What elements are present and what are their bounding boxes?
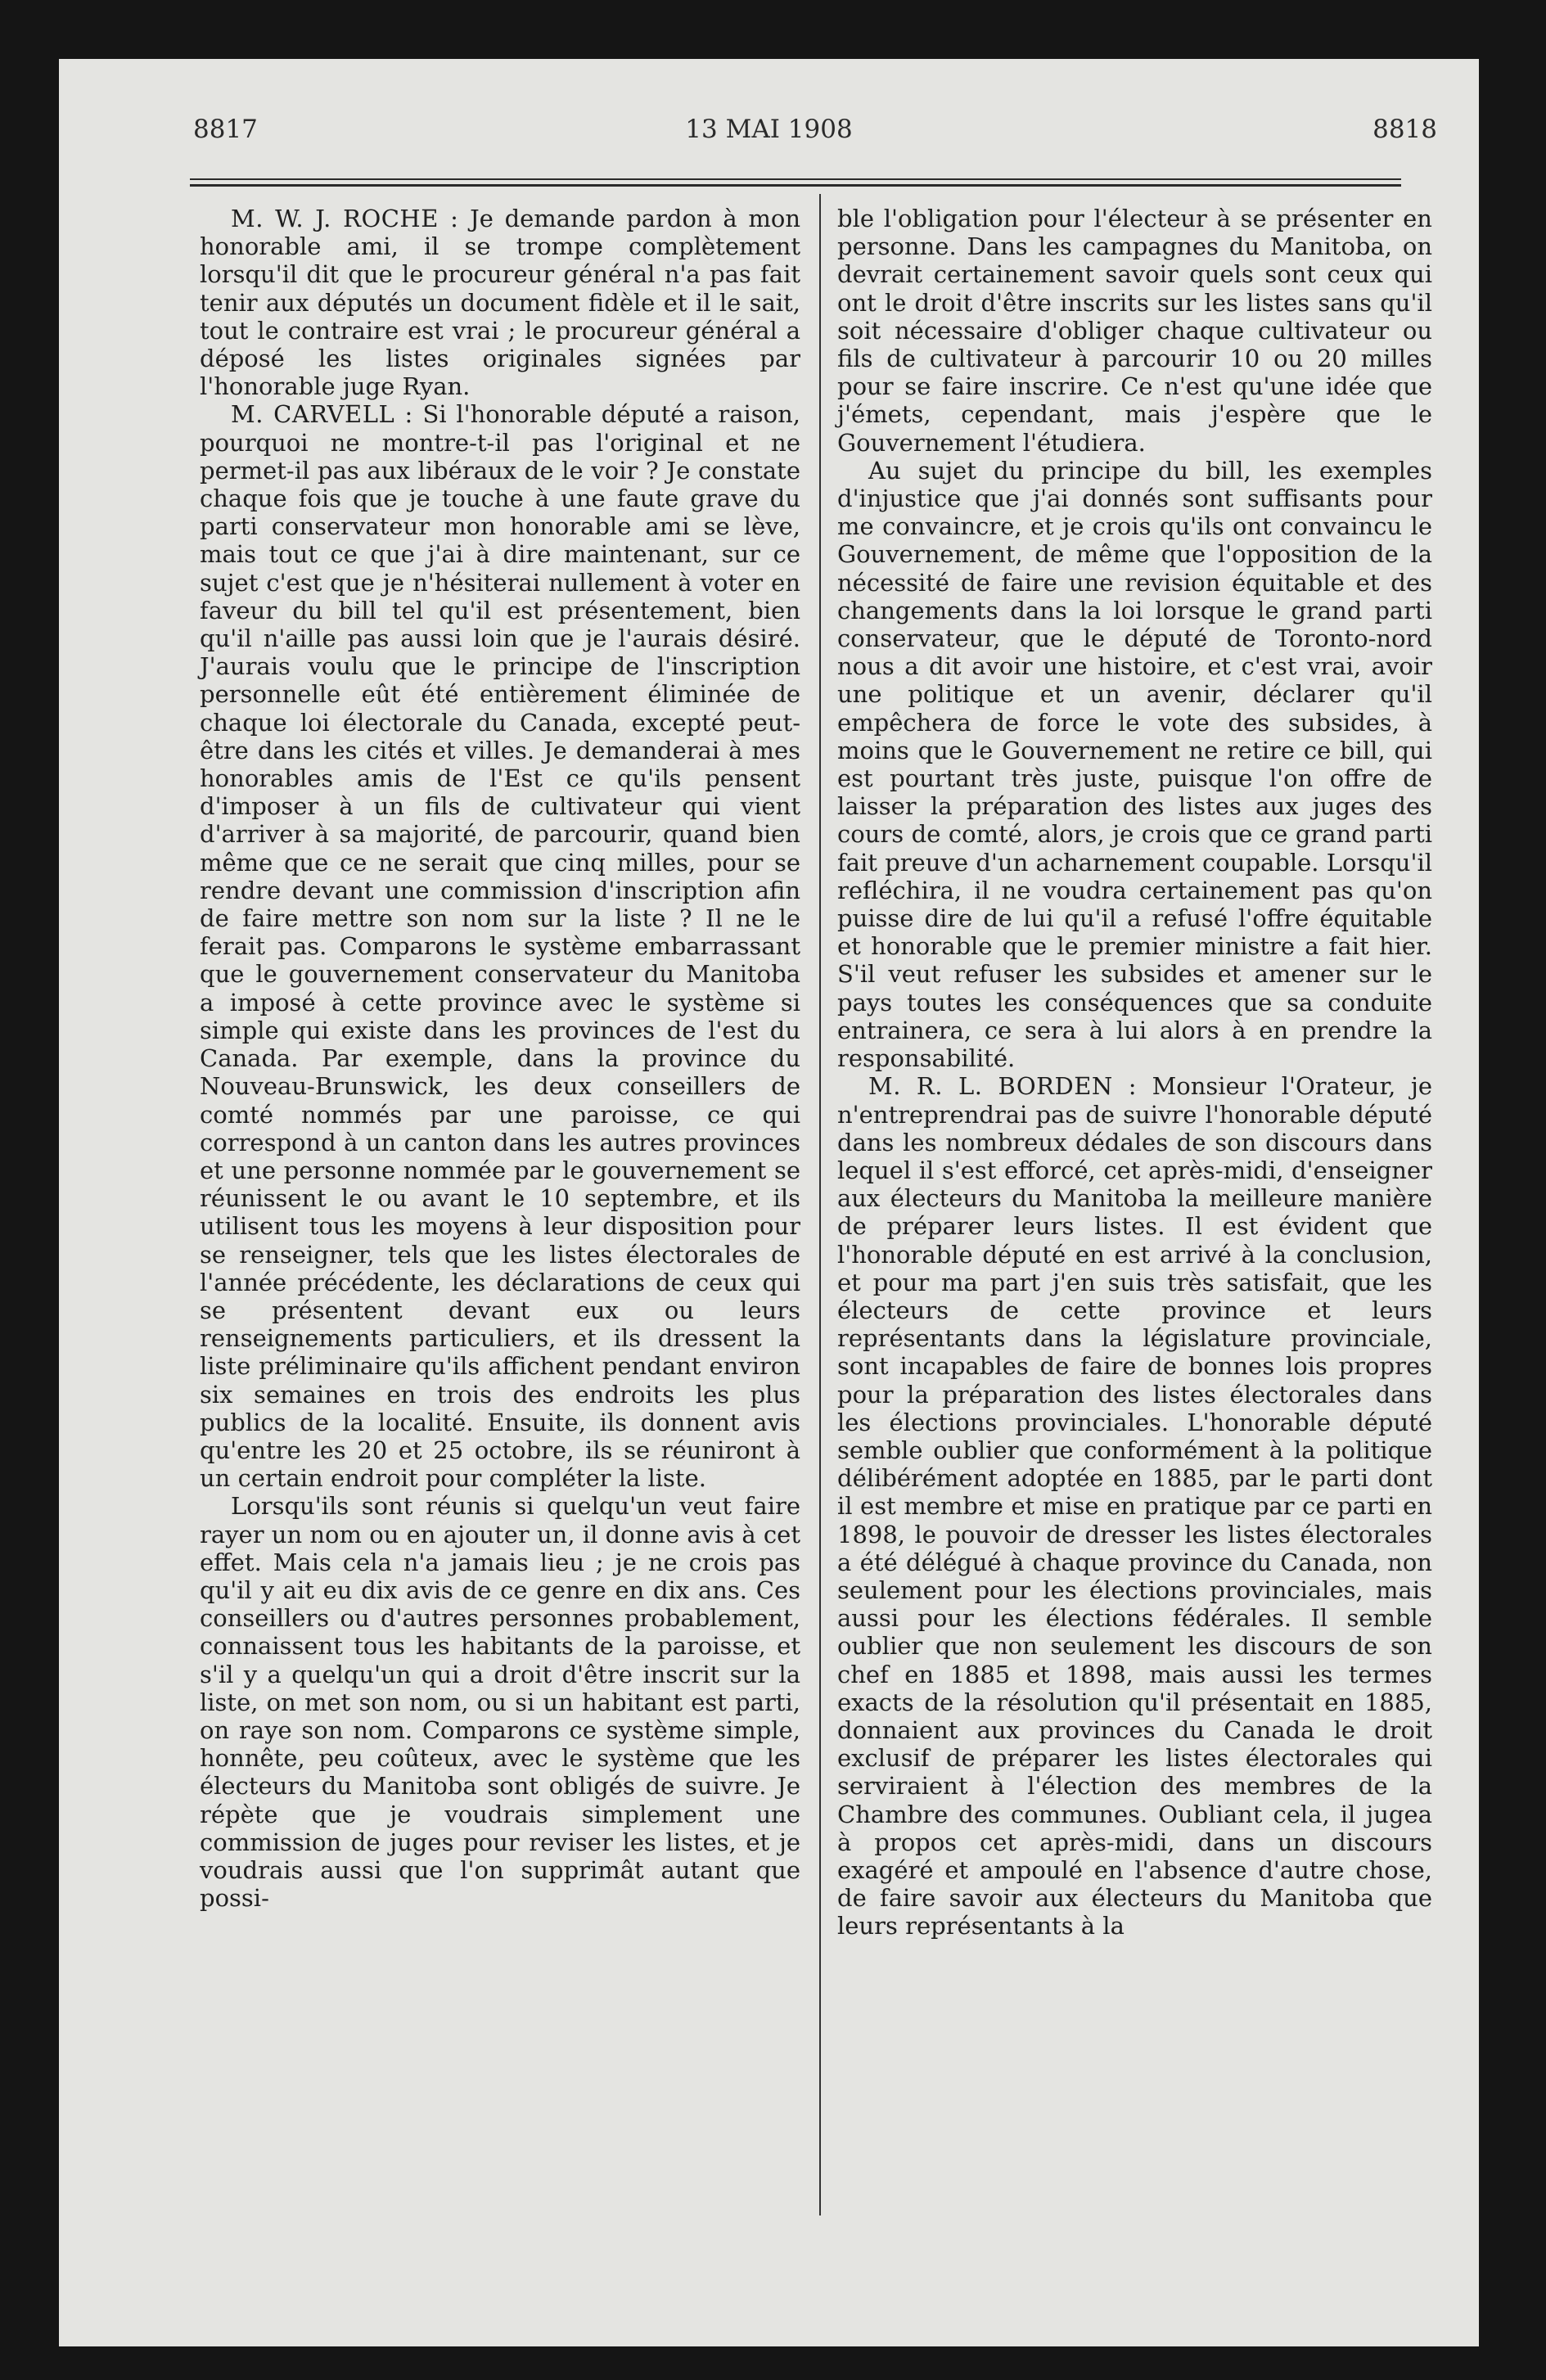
paragraph: [200, 1492, 800, 1912]
paragraph-text: Monsieur l'Orateur, je n'entreprendrai pas de suivre l'honorable député dans les nombreux dédales de son discours dans lequel il s'est efforcé, cet après-midi, d'enseigner aux électeurs du Manitoba la meilleure manière de préparer leurs listes. Il est évident que l'honorable député en est arrivé à la conclusion, et pour ma part j'en suis très satisfait, que les électeurs de cette province et leurs représentants dans la législature provinciale, sont incapables de faire de bonnes lois propres pour la préparation des listes électorales dans les élections provinciales. L'honorable député semble oublier que conformément à la politique délibérément adoptée en 1885, par le parti dont il est membre et mise en pratique par ce parti en 1898, le pouvoir de dresser les listes électorales a été délégué à chaque province du Canada, non seulement pour les élections provinciales, mais aussi pour les élections fédérales. Il semble oublier que non seulement les discours de son chef en 1885 et 1898, mais aussi les termes exacts de la résolution qu'il présentait en 1885, donnaient aux provinces du Canada le droit exclusif de préparer les listes électorales qui serviraient à l'élection des membres de la Chambre des communes. Oubliant cela, il jugea à propos cet après-midi, dans un discours exagéré et ampoulé en l'absence d'autre chose, de faire savoir aux électeurs du Manitoba que leurs représentants à la: [837, 1072, 1433, 1941]
speaker-name: M. W. J. ROCHE :: [231, 205, 459, 232]
right-page-number: 8818: [1372, 115, 1437, 144]
header-rule-double: [190, 184, 1401, 187]
paragraph-text: Au sujet du principe du bill, les exemples d'injustice que j'ai donnés sont suffisants pour me convaincre, et je crois qu'ils ont convaincu le Gouvernement, de même que l'opposition de la nécessité de faire une revision équitable et des changements dans la loi lorsque le grand parti conservateur, que le député de Toronto-nord nous a dit avoir une histoire, et c'est vrai, avoir une politique et un avenir, déclarer qu'il empêchera de force le vote des subsides, à moins que le Gouvernement ne retire ce bill, qui est pourtant très juste, puisque l'on offre de laisser la préparation des listes aux juges des cours de comté, alors, je crois que ce grand parti fait preuve d'un acharnement coupable. Lorsqu'il refléchira, il ne voudra certainement pas qu'on puisse dire de lui qu'il a refusé l'offre équitable et honorable que le premier ministre a fait hier. S'il veut refuser les subsides et amener sur le pays toutes les conséquences que sa conduite entrainera, ce sera à lui alors à en prendre la responsabilité.: [837, 456, 1432, 1073]
speaker-name: M. CARVELL :: [231, 400, 413, 429]
paragraph-text: ble l'obligation pour l'électeur à se présenter en personne. Dans les campagnes du Manitoba, on devrait certainement savoir quels sont ceux qui ont le droit d'être inscrits sur les listes sans qu'il soit nécessaire d'obliger chaque cultivateur ou fils de cultivateur à parcourir 10 ou 20 milles pour se faire inscrire. Ce n'est qu'une idée que j'émets, cependant, mais j'espère que le Gouvernement l'étudiera.: [837, 205, 1432, 457]
left-page-number: 8817: [193, 115, 258, 144]
header-rule: [190, 178, 1401, 180]
left-column: [200, 205, 800, 1912]
page-header: [59, 115, 1479, 164]
paragraph: [837, 1072, 1432, 1940]
right-column: [837, 205, 1432, 1941]
paragraph: [837, 457, 1432, 1072]
paragraph-text: Je demande pardon à mon honorable ami, il se trompe complètement lorsqu'il dit que le procureur général n'a pas fait tenir aux députés un document fidèle et il le sait, tout le contraire est vrai ; le procureur général a déposé les listes originales signées par l'honorable juge Ryan.: [200, 205, 800, 401]
page: [59, 59, 1479, 2346]
header-date: 13 MAI 1908: [685, 115, 853, 144]
paragraph-text: Si l'honorable député a raison, pourquoi ne montre-t-il pas l'original et ne permet-il pas aux libéraux de le voir ? Je constate chaque fois que je touche à une faute grave du parti conservateur mon honorable ami se lève, mais tout ce que j'ai à dire maintenant, sur ce sujet c'est que je n'hésiterai nullement à voter en faveur du bill tel qu'il est présentement, bien qu'il n'aille pas aussi loin que je l'aurais désiré. J'aurais voulu que le principe de l'inscription personnelle eût été entièrement éliminée de chaque loi électorale du Canada, excepté peut-être dans les cités et villes. Je demanderai à mes honorables amis de l'Est ce qu'ils pensent d'imposer à un fils de cultivateur qui vient d'arriver à sa majorité, de parcourir, quand bien même que ce ne serait que cinq milles, pour se rendre devant une commission d'inscription afin de faire mettre son nom sur la liste ? Il ne le ferait pas. Comparons le système embarrassant que le gouvernement conservateur du Manitoba a imposé à cette province avec le système si simple qui existe dans les provinces de l'est du Canada. Par exemple, dans la province du Nouveau-Brunswick, les deux conseillers de comté nommés par une paroisse, ce qui correspond à un canton dans les autres provinces et une personne nommée par le gouvernement se réunissent le ou avant le 10 septembre, et ils utilisent tous les moyens à leur disposition pour se renseigner, tels que les listes électorales de l'année précédente, les déclarations de ceux qui se présentent devant eux ou leurs renseignements particuliers, et ils dressent la liste préliminaire qu'ils affichent pendant environ six semaines en trois des endroits les plus publics de la localité. Ensuite, ils donnent avis qu'entre les 20 et 25 octobre, ils se réuniront à un certain endroit pour compléter la liste.: [200, 400, 800, 1493]
paragraph-text: Lorsqu'ils sont réunis si quelqu'un veut faire rayer un nom ou en ajouter un, il donne avis à cet effet. Mais cela n'a jamais lieu ; je ne crois pas qu'il y ait eu dix avis de ce genre en dix ans. Ces conseillers ou d'autres personnes probablement, connaissent tous les habitants de la paroisse, et s'il y a quelqu'un qui a droit d'être inscrit sur la liste, on met son nom, ou si un habitant est parti, on raye son nom. Comparons ce système simple, honnête, peu coûteux, avec le système que les électeurs du Manitoba sont obligés de suivre. Je répète que je voudrais simplement une commission de juges pour reviser les listes, et je voudrais aussi que l'on supprimât autant que possi-: [200, 1492, 800, 1913]
paragraph: [837, 205, 1432, 457]
column-divider: [819, 194, 821, 2215]
speaker-name: M. R. L. BORDEN :: [868, 1072, 1138, 1101]
paragraph: [200, 400, 800, 1492]
paragraph: [200, 205, 800, 400]
